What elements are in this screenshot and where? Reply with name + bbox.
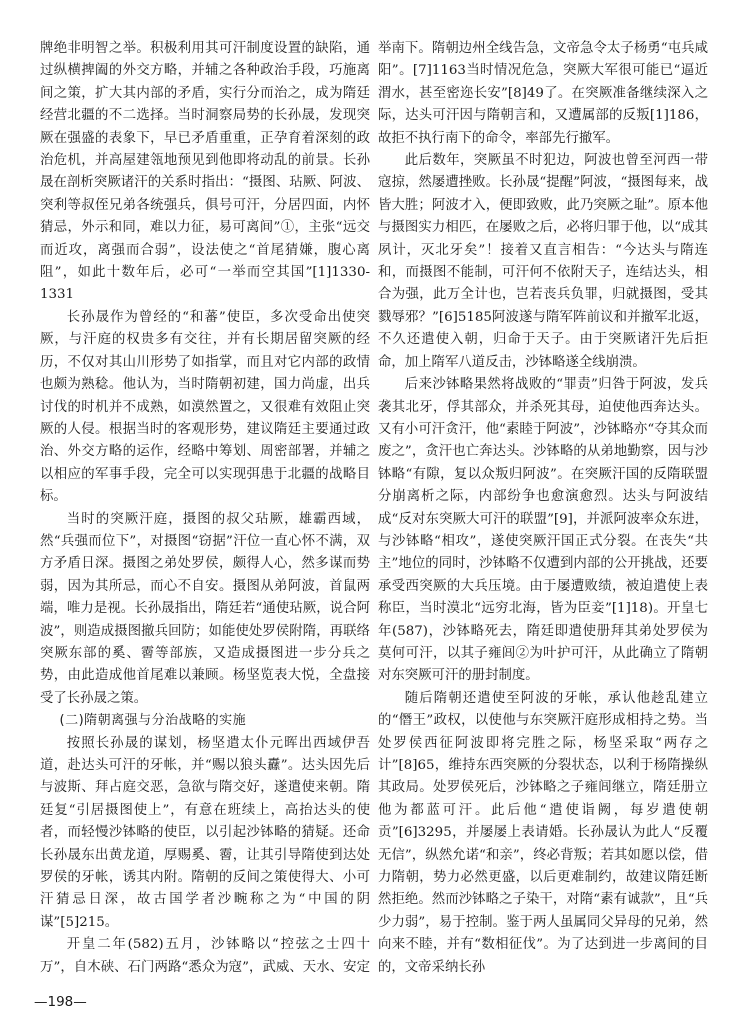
- left-paragraph-2: 长孙晟作为曾经的“和蕃”使臣，多次受命出使突厥，与汗庭的权贵多有交往，并有长期居留突厥的经历，不仅对其山川形势了如指掌，而且对它内部的政情也颇为熟稔。他认为，当时隋朝初建，国力尚虚，出兵讨伐的时机并不成熟，如漠然置之，又很难有效阻止突厥的人侵。根据当时的客观形势，建议隋廷主要通过政治、外交方略的运作，经略中筹划、周密部署，并辅之以相应的军事手段，完全可以实现弭患于北疆的战略目标。: [40, 309, 370, 505]
- right-column: [378, 38, 708, 978]
- left-paragraph-continued: 牌绝非明智之举。积极利用其可汗制度设置的缺陷，通过纵横捭阖的外交方略，并辅之各种政治手段，巧施离间之策，扩大其内部的矛盾，实行分而治之，成为隋廷经营北疆的不二选择。当时洞察局势的长孙晟，发现突厥在强盛的表象下，早已矛盾重重，正孕育着深刻的政治危机，并高屋建瓴地预见到他即将动乱的前景。长孙晟在剖析突厥诸汗的关系时指出：“摄图、玷厥、阿波、突利等叔侄兄弟各统强兵，俱号可汗，分居四面，内怀猜忌，外示和同，难以力征，易可离间”①，主张“远交而近攻，离强而合弱”，设法使之“首尾猜嫌，腹心离阻”，如此十数年后，必可“一举而空其国”[1]1330-1331: [40, 41, 370, 303]
- left-paragraph-3: 当时的突厥汗庭，摄图的叔父玷厥，雄霸西域，然“兵强而位下”，对摄图“窃据”汗位一直心怀不满，双方矛盾日深。摄图之弟处罗侯，颇得人心，然多谋而势弱，因为其所忌，而心不自安。摄图从弟阿波，首鼠两端，唯力是视。长孙晟指出，隋廷若“通使玷厥，说合阿波”，则造成摄图撤兵回防；如能使处罗侯附隋，再联络突厥东部的奚、霫等部族，又造成摄图进一步分兵之势，由此造成他首尾难以兼顾。杨坚览表大悦，全盘接受了长孙晟之策。: [40, 511, 370, 706]
- page-number: —198—: [34, 994, 87, 1010]
- left-paragraph-4: 按照长孙晟的谋划，杨坚遣太仆元晖出西域伊吾道，赴达头可汗的牙帐，并“赐以狼头纛”。达头因先后与波斯、拜占庭交恶，急欲与隋交好，遂遣使来朝。隋廷复“引居摄图使上”，有意在班续上，高抬达头的使者，而轻慢沙钵略的使臣，以引起沙钵略的猜疑。还命长孙晟东出黄龙道，厚赐奚、霫，让其引导隋使到达处罗侯的牙帐，诱其内附。隋朝的反间之策使得大、小可汗猜忌日深，故古国学者沙畹称之为“中国的阴谋”[5]215。: [40, 735, 370, 930]
- right-paragraph-3: 后来沙钵略果然将战败的“罪责”归咎于阿波，发兵袭其北牙，俘其部众，并杀死其母，迫使他西奔达头。又有小可汗贪汗，他“素睦于阿波”，沙钵略亦“夺其众而废之”，贪汗也亡奔达头。沙钵略的从弟地勤察，因与沙钵略“有隙，复以众叛归阿波”。在突厥汗国的反隋联盟分崩离析之际，内部纷争也愈演愈烈。达头与阿波结成“反对东突厥大可汗的联盟”[9]，并派阿波率众东进，与沙钵略“相攻”，遂使突厥汗国正式分裂。在丧失“共主”地位的同时，沙钵略不仅遭到内部的公开挑战，还要承受西突厥的大兵压境。由于屡遭败绩，被迫遣使上表称臣，当时漠北“远穷北海，皆为臣妾”[1]18)。开皇七年(587)，沙钵略死去，隋廷即遣使册拜其弟处罗侯为莫何可汗，以其子雍闾②为叶护可汗，从此确立了隋朝对东突厥可汗的册封制度。: [378, 377, 708, 684]
- right-paragraph-2: 此后数年，突厥虽不时犯边，阿波也曾至河西一带寇掠，然屡遭挫败。长孙晟“提醒”阿波，“摄图每来，战皆大胜；阿波才入，便即致败，此乃突厥之耻”。原本他与摄图实力相匹，在屡败之后，必将归罪于他，以“成其夙计，灭北牙矣”！接着又直言相告：“今达头与隋连和，而摄图不能制，可汗何不依附天子，连结达头，相合为强，此万全计也，岂若丧兵负罪，归就摄图，受其戮辱邪？”[6]5185阿波遂与隋军阵前议和并撤军北返，不久还遣使入朝，归命于天子。由于突厥诸汗先后拒命，加上隋军八道反击，沙钵略遂全线崩溃。: [378, 153, 708, 370]
- left-column: [40, 38, 370, 980]
- right-paragraph-4: 随后隋朝还遣使至阿波的牙帐，承认他趁乱建立的“僭王”政权，以使他与东突厥汗庭形成相持之势。当处罗侯西征阿波即将完胜之际，杨坚采取“两存之计”[8]65，维持东西突厥的分裂状态，以利于杨隋操纵其政局。处罗侯死后，沙钵略之子雍闾继立，隋廷册立他为都蓝可汗。此后他“遣使诣阙，每岁遣使朝贡”[6]3295，并屡屡上表请婚。长孙晟认为此人“反覆无信”，纵然允诺“和亲”，终必背叛；若其如愿以偿，借力隋朝，势力必然更盛，以后更难制约，故建议隋廷断然拒绝。然而沙钵略之子染干，对隋“素有诚款”，且“兵少力弱”，易于控制。鉴于两人虽属同父异母的兄弟，然向来不睦，并有“数相征伐”。为了达到进一步离间的目的，文帝采纳长孙: [378, 690, 708, 975]
- section-heading: (二)隋朝离强与分治战略的实施: [59, 713, 247, 729]
- left-paragraph-5: 开皇二年(582)五月，沙钵略以“控弦之士四十万”，自木硖、石门两路“悉众为寇”，武威、天水、安定: [40, 937, 370, 975]
- right-paragraph-continued: 举南下。隋朝边州全线告急，文帝急令太子杨勇“屯兵咸阳”。[7]1163当时情况危急，突厥大军很可能已“逼近渭水，甚至密迩长安”[8]49了。在突厥准备继续深入之际，达头可汗因与隋朝言和，又遭属部的反叛[1]186，故拒不执行南下的命令，率部先行撤军。: [378, 41, 708, 146]
